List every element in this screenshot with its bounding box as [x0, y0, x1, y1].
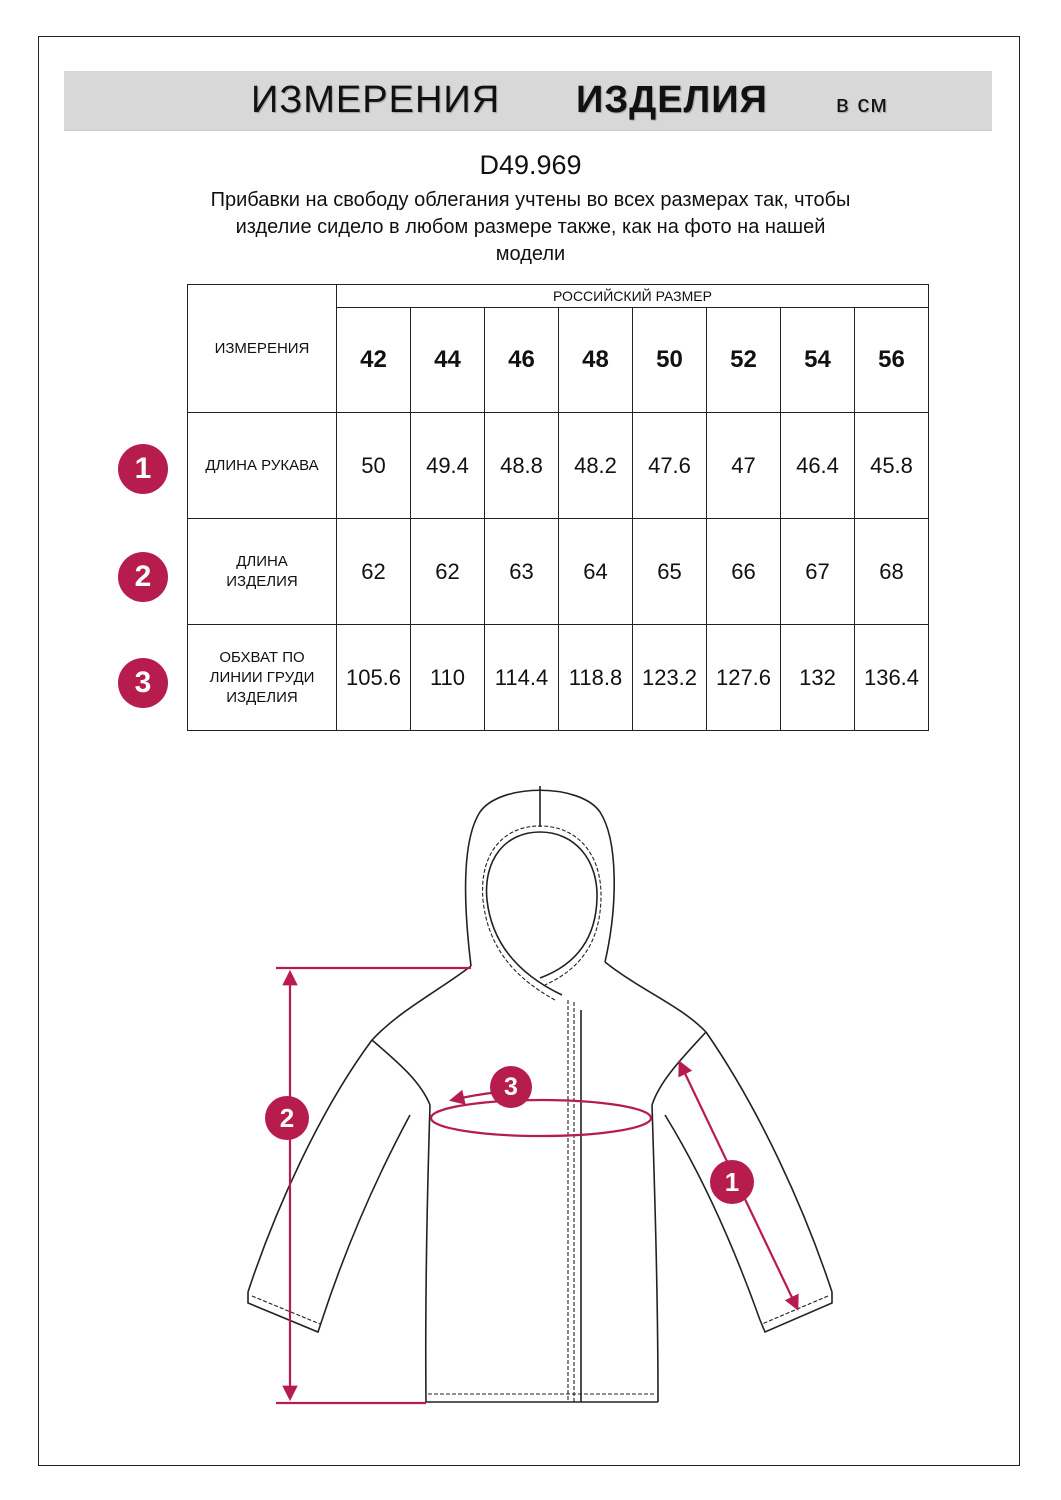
- left-sleeve-inner: [322, 1115, 410, 1320]
- table-cell: 127.6: [707, 625, 781, 731]
- left-armhole: [372, 1040, 430, 1105]
- table-cell: 68: [855, 519, 929, 625]
- row-number-badge: 1: [118, 444, 168, 494]
- table-cell: 45.8: [855, 413, 929, 519]
- table-cell: 64: [559, 519, 633, 625]
- size-header: 44: [411, 308, 485, 413]
- size-header: 48: [559, 308, 633, 413]
- table-cell: 65: [633, 519, 707, 625]
- table-cell: 66: [707, 519, 781, 625]
- table-cell: 46.4: [781, 413, 855, 519]
- size-header: 46: [485, 308, 559, 413]
- table-cell: 136.4: [855, 625, 929, 731]
- body-left-side: [426, 1105, 430, 1402]
- table-cell: 47: [707, 413, 781, 519]
- table-cell: 67: [781, 519, 855, 625]
- table-cell: 114.4: [485, 625, 559, 731]
- right-armhole: [652, 1032, 706, 1105]
- title-unit: в см: [836, 91, 888, 118]
- table-cell: 118.8: [559, 625, 633, 731]
- row-label-line: ИЗДЕЛИЯ: [226, 572, 298, 590]
- left-sleeve-cuff: [248, 1292, 322, 1332]
- table-cell: 47.6: [633, 413, 707, 519]
- size-header: 54: [781, 308, 855, 413]
- row-label-line: ДЛИНА РУКАВА: [205, 456, 319, 474]
- body-right-side: [652, 1105, 658, 1402]
- row-number-badge: 2: [118, 552, 168, 602]
- size-header: 56: [855, 308, 929, 413]
- size-header: 50: [633, 308, 707, 413]
- row-label-line: ЛИНИИ ГРУДИ: [209, 668, 315, 686]
- table-corner-label: ИЗМЕРЕНИЯ: [188, 285, 337, 413]
- left-cuff-stitching: [252, 1296, 320, 1324]
- chest-ellipse: [431, 1100, 651, 1136]
- title-bold: ИЗДЕЛИЯ: [576, 79, 768, 121]
- right-sleeve-cuff: [760, 1292, 832, 1332]
- diagram-marker: 2: [265, 1096, 309, 1140]
- hood-opening: [487, 832, 597, 995]
- table-cell: 110: [411, 625, 485, 731]
- table-cell: 49.4: [411, 413, 485, 519]
- table-cell: 63: [485, 519, 559, 625]
- right-shoulder: [605, 962, 706, 1032]
- table-cell: 105.6: [337, 625, 411, 731]
- table-cell: 62: [411, 519, 485, 625]
- size-group-header: РОССИЙСКИЙ РАЗМЕР: [337, 285, 929, 308]
- fit-note-line: изделие сидело в любом размере также, как на фото на нашей: [235, 216, 826, 238]
- table-cell: 48.2: [559, 413, 633, 519]
- diagram-marker: 1: [710, 1160, 754, 1204]
- row-label-line: ОБХВАТ ПО: [219, 648, 305, 666]
- left-sleeve-outer: [248, 1040, 372, 1292]
- product-code: D49.969: [479, 150, 582, 180]
- title-regular: ИЗМЕРЕНИЯ: [251, 79, 501, 121]
- table-cell: 50: [337, 413, 411, 519]
- size-header: 42: [337, 308, 411, 413]
- table-cell: 48.8: [485, 413, 559, 519]
- diagram-marker: 3: [490, 1066, 532, 1108]
- row-label-line: ДЛИНА: [236, 552, 288, 570]
- left-shoulder: [372, 966, 471, 1040]
- right-sleeve-inner: [665, 1115, 760, 1320]
- fit-note-line: модели: [495, 243, 566, 265]
- row-label-line: ИЗДЕЛИЯ: [226, 688, 298, 706]
- table-cell: 123.2: [633, 625, 707, 731]
- table-cell: 62: [337, 519, 411, 625]
- fit-note-line: Прибавки на свободу облегания учтены во всех размерах так, чтобы: [210, 189, 851, 211]
- row-number-badge: 3: [118, 658, 168, 708]
- table-cell: 132: [781, 625, 855, 731]
- size-header: 52: [707, 308, 781, 413]
